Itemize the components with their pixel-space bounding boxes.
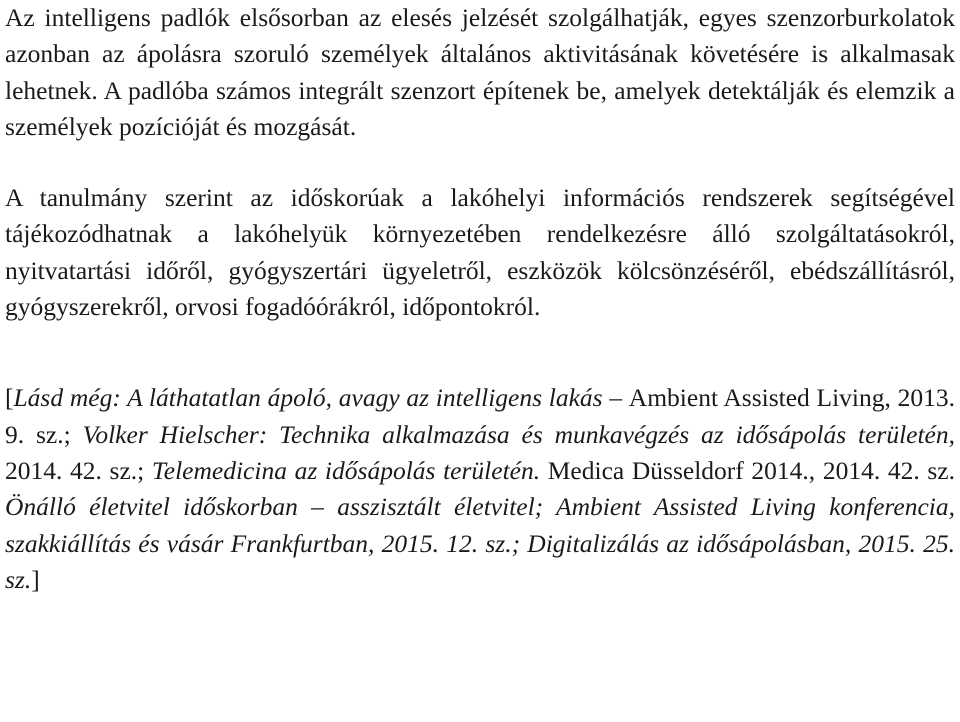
paragraph-intelligent-floors: Az intelligens padlók elsősorban az elesés jelzését szolgálhatják, egyes szenzorburkolatok azonban az ápolásra szoruló személyek általános aktivitásának követésére is alkalmasak lehetnek. A padlóba számos integrált szenzort építenek be, amelyek detektálják és elemzik a személyek pozícióját és mozgását. [5,3,955,141]
reference-source-ambient: Ambient Assisted Living, 2013. 9. sz.; [5,383,955,449]
references-paragraph [5,380,955,598]
document-page [5,0,955,598]
reference-hielscher-title: Volker Hielscher: Technika alkalmazása és munkavégzés az idősápolás területén, [70,419,955,449]
reference-source-medica: Medica Düsseldorf 2014., 2014. 42. sz. [540,455,956,485]
reference-source-hielscher: 2014. 42. sz.; [5,455,145,485]
paragraph-information-systems: A tanulmány szerint az időskorúak a lakóhelyi információs rendszerek segítségével tájékozódhatnak a lakóhelyük környezetében rendelkezésre álló szolgáltatásokról, nyitvatartási időről, gyógyszertári ügyeletről, eszközök kölcsönzéséről, ebédszállításról, gyógyszerekről, orvosi fogadóórákról, időpontokról. [5,183,955,322]
reference-independent-living-title: Önálló életvitel időskorban – asszisztált életvitel; Ambient Assisted Living konferencia, szakkiállítás és vásár Frankfurtban, 2015. 12. sz.; Digitalizálás az idősápolásban, 2015. 25. sz. [5,492,955,594]
reference-see-also-title: Lásd még: A láthatatlan ápoló, avagy az intelligens lakás – [13,383,629,413]
reference-open-bracket: [ [5,383,14,413]
reference-close-bracket: ] [31,564,40,594]
reference-telemedicine-title: Telemedicina az idősápolás területén. [144,455,541,485]
